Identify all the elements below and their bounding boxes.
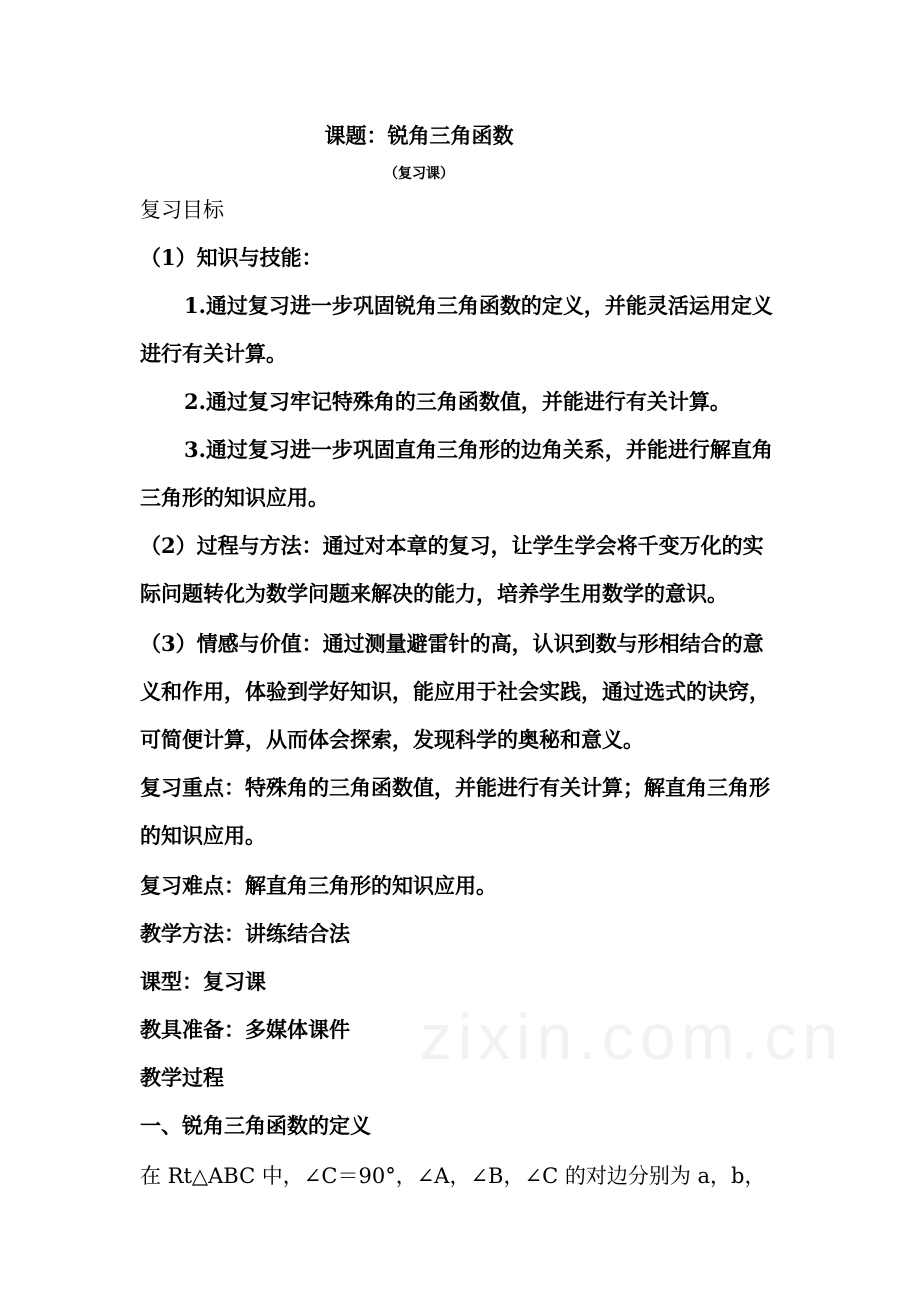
goal1-item3-line2: 三角形的知识应用。	[140, 485, 329, 510]
page-title: 课题：锐角三角函数	[324, 123, 514, 148]
key-point-line1: 复习重点：特殊角的三角函数值，并能进行有关计算；解直角三角形	[140, 775, 770, 800]
key-point-line2: 的知识应用。	[140, 823, 266, 848]
goal2-line2: 际问题转化为数学问题来解决的能力，培养学生用数学的意识。	[140, 581, 728, 606]
goal1-item2: 2.通过复习牢记特殊角的三角函数值，并能进行有关计算。	[184, 389, 731, 414]
goal3-line1: （3）情感与价值：通过测量避雷针的高，认识到数与形相结合的意	[140, 631, 764, 656]
goal2-line1: （2）过程与方法：通过对本章的复习，让学生学会将千变万化的实	[140, 533, 764, 558]
process-heading: 教学过程	[140, 1065, 224, 1090]
goal1-item1-line1: 1.通过复习进一步巩固锐角三角函数的定义，并能灵活运用定义	[184, 293, 773, 318]
goal3-line3: 可简便计算，从而体会探索，发现科学的奥秘和意义。	[140, 727, 644, 752]
materials-line: 教具准备：多媒体课件	[140, 1017, 350, 1042]
goal1-item3-line1: 3.通过复习进一步巩固直角三角形的边角关系，并能进行解直角	[184, 437, 773, 462]
part1-text: 在 Rt△ABC 中，∠C＝90°，∠A，∠B，∠C 的对边分别为 a，b，	[140, 1164, 766, 1188]
page-subtitle: （复习课）	[384, 166, 454, 182]
difficulty-line: 复习难点：解直角三角形的知识应用。	[140, 873, 497, 898]
goal3-line2: 义和作用，体验到学好知识，能应用于社会实践，通过选式的诀窍，	[140, 679, 770, 704]
watermark: zixin.com.cn	[420, 1001, 845, 1073]
goals-heading: 复习目标	[140, 198, 224, 222]
part1-heading: 一、锐角三角函数的定义	[140, 1113, 371, 1138]
goal1-heading: （1）知识与技能：	[140, 245, 323, 270]
lesson-type-line: 课型：复习课	[140, 969, 266, 994]
method-line: 教学方法：讲练结合法	[140, 921, 350, 946]
goal1-item1-line2: 进行有关计算。	[140, 341, 287, 366]
